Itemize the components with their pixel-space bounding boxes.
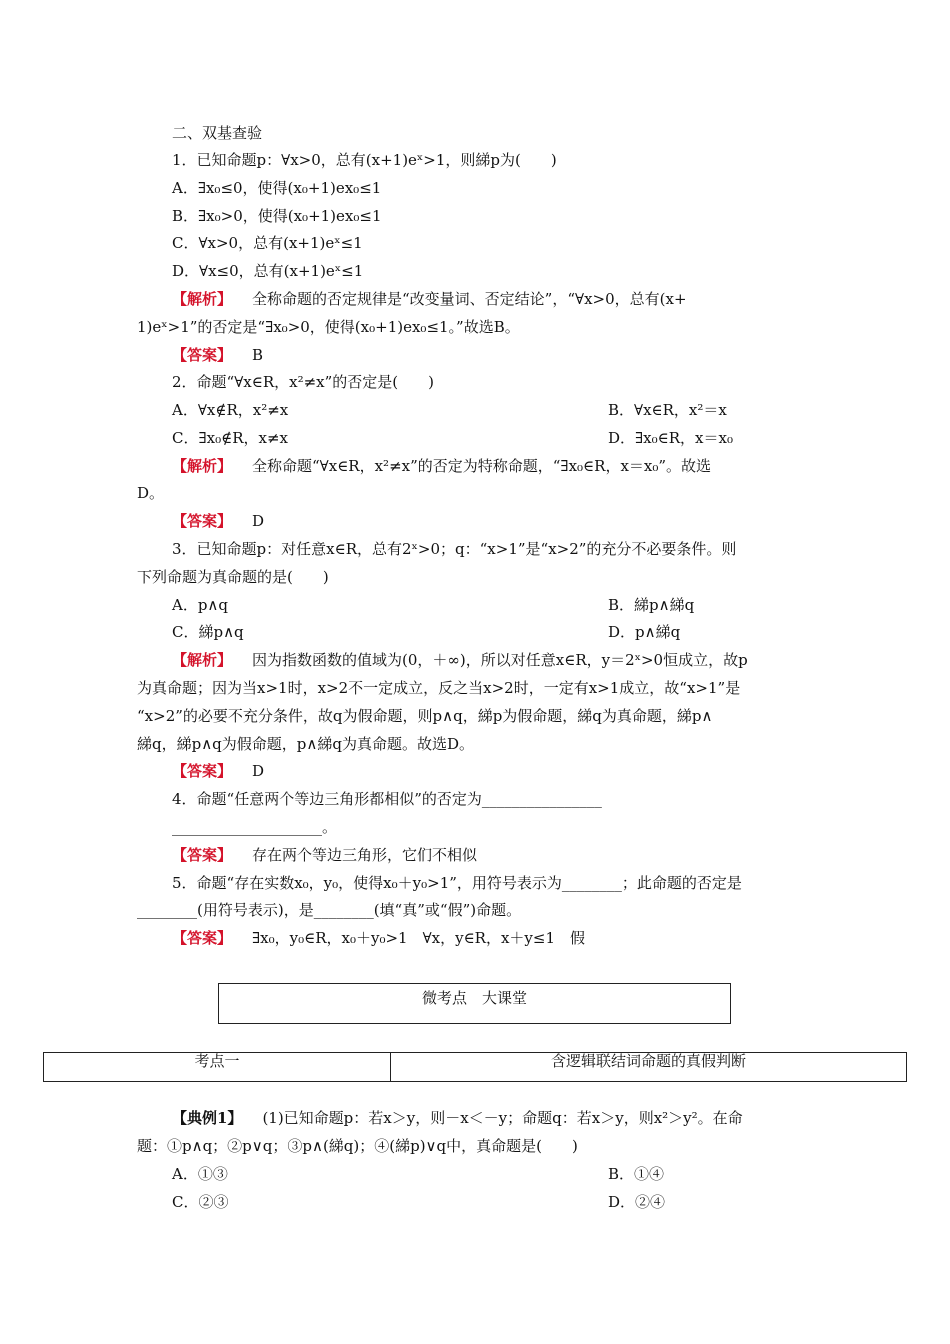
q3-option-a: A．p∧q [172,596,229,614]
q2-answer [172,511,264,531]
example-stem-cont: 题：①p∧q；②p∨q；③p∧(綈q)；④(綈p)∨q中，真命题是( ) [137,1137,578,1155]
q4-stem: 4．命题“任意两个等边三角形都相似”的否定为________________ [172,790,602,808]
q5-answer [172,928,585,948]
q1-stem: 1．已知命题p：∀x>0，总有(x+1)eˣ>1，则綈p为( ) [172,151,557,169]
q2-option-d: D．∃x₀∈R，x＝x₀ [608,429,733,447]
q1-analysis [172,289,687,309]
q1-option-a: A．∃x₀≤0，使得(x₀+1)ex₀≤1 [172,179,382,197]
q1-analysis-text: 全称命题的否定规律是“改变量词、否定结论”，“∀x>0，总有(x+ [252,290,687,308]
answer-tag: 【答案】 [172,762,233,780]
topic-table-left: 考点一 [44,1053,391,1081]
q3-stem: 3．已知命题p：对任意x∈R，总有2ˣ>0；q：“x>1”是“x>2”的充分不必要条件。则 [172,540,737,558]
q2-analysis [172,456,711,476]
answer-tag: 【答案】 [172,846,233,864]
q1-answer [172,345,263,365]
q2-analysis-cont: D。 [137,484,165,502]
topic-table-right: 含逻辑联结词命题的真假判断 [550,1052,746,1070]
q3-option-d: D．p∧綈q [608,623,681,641]
analysis-tag: 【解析】 [172,457,233,475]
topic-table [43,1052,907,1082]
q2-option-c: C．∃x₀∉R，x≠x [172,429,288,447]
q3-analysis [172,650,748,670]
banner-text: 微考点 大课堂 [421,989,527,1007]
example-option-a: A．①③ [172,1165,228,1183]
q2-answer-value: D [252,512,265,530]
section-banner [218,983,731,1024]
example-label: 【典例1】 [172,1109,243,1127]
q2-analysis-text: 全称命题“∀x∈R，x²≠x”的否定为特称命题，“∃x₀∈R，x＝x₀”。故选 [252,457,712,475]
q3-answer-value: D [252,762,265,780]
answer-tag: 【答案】 [172,346,233,364]
q5-stem: 5．命题“存在实数x₀，y₀，使得x₀＋y₀>1”，用符号表示为________；此命题的否定是 [172,874,742,892]
q3-analysis-l2: 为真命题；因为当x>1时，x>2不一定成立，反之当x>2时，一定有x>1成立，故“x>1”是 [137,679,741,697]
q3-option-b: B．綈p∧綈q [608,596,695,614]
analysis-tag: 【解析】 [172,290,233,308]
q3-analysis-l3: “x>2”的必要不充分条件，故q为假命题，则p∧q，綈p为假命题，綈q为真命题，綈p∧ [137,707,713,725]
q1-analysis-cont: 1)eˣ>1”的否定是“∃x₀>0，使得(x₀+1)ex₀≤1。”故选B。 [137,318,520,336]
q3-option-c: C．綈p∧q [172,623,244,641]
answer-tag: 【答案】 [172,512,233,530]
section-title: 二、双基查验 [172,124,263,142]
q1-option-b: B．∃x₀>0，使得(x₀+1)ex₀≤1 [172,207,382,225]
q1-answer-value: B [252,346,264,364]
example-text: (1)已知命题p：若x＞y，则－x＜－y；命题q：若x＞y，则x²＞y²。在命 [262,1109,743,1127]
q1-option-d: D．∀x≤0，总有(x+1)eˣ≤1 [172,262,364,280]
q5-answer-value: ∃x₀，y₀∈R，x₀＋y₀>1 ∀x，y∈R，x＋y≤1 假 [252,929,586,947]
q4-answer-value: 存在两个等边三角形，它们不相似 [252,846,478,864]
q2-stem: 2．命题“∀x∈R，x²≠x”的否定是( ) [172,373,434,391]
example-stem [172,1108,743,1128]
example-option-c: C．②③ [172,1193,229,1211]
q2-option-a: A．∀x∉R，x²≠x [172,401,289,419]
q5-stem-cont: ________(用符号表示)，是________(填“真”或“假”)命题。 [137,901,522,919]
example-option-d: D．②④ [608,1193,666,1211]
q3-stem-cont: 下列命题为真命题的是( ) [137,568,329,586]
q3-analysis-l4: 綈q，綈p∧q为假命题，p∧綈q为真命题。故选D。 [137,735,474,753]
q2-option-b: B．∀x∈R，x²＝x [608,401,727,419]
analysis-tag: 【解析】 [172,651,233,669]
q4-answer [172,845,477,865]
q4-stem-cont: ____________________。 [172,818,338,836]
q3-answer [172,761,264,781]
q3-analysis-text: 因为指数函数的值域为(0，＋∞)，所以对任意x∈R，y＝2ˣ>0恒成立，故p [252,651,748,669]
q1-option-c: C．∀x>0，总有(x+1)eˣ≤1 [172,234,363,252]
answer-tag: 【答案】 [172,929,233,947]
example-option-b: B．①④ [608,1165,665,1183]
